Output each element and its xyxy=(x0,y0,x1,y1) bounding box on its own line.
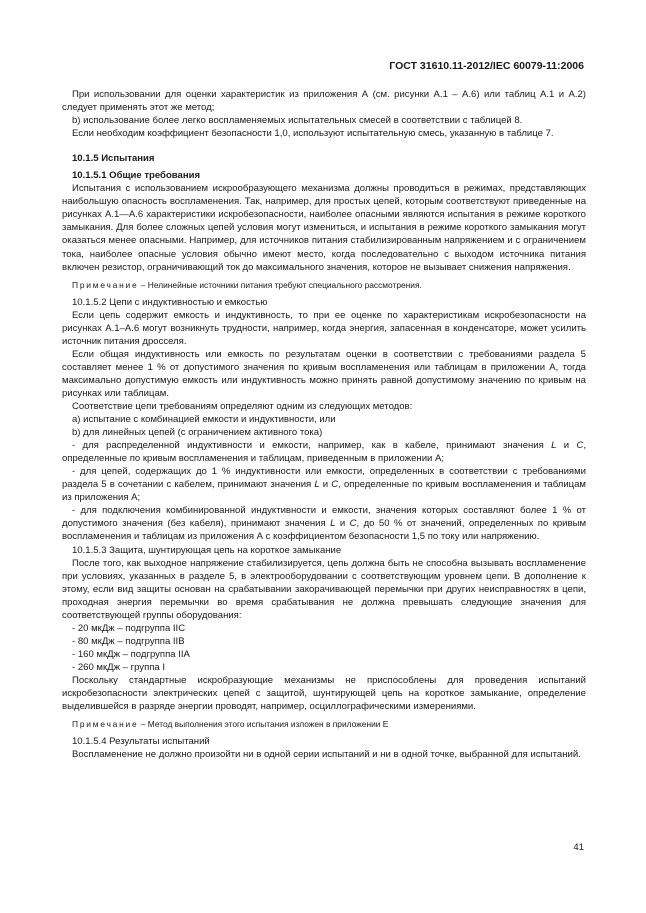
note-label: Примечание xyxy=(72,279,139,290)
paragraph: - для распределенной индуктивности и емкости, например, как в кабеле, принимают значения L и C, определенные по кривым воспламенения и таблицам, приведенным в приложении А; xyxy=(62,440,586,465)
list-item: а) испытание с комбинацией емкости и индуктивности, или xyxy=(72,414,336,426)
list-item: - 80 мкДж – подгруппа IIB xyxy=(72,635,185,647)
list-item: b) для линейных цепей (с ограничением активного тока) xyxy=(72,427,323,439)
list-item: - 260 мкДж – группа I xyxy=(72,661,166,673)
subsection-heading: 10.1.5.2 Цепи с индуктивностью и емкостью xyxy=(72,296,268,308)
note xyxy=(62,718,586,730)
paragraph: Воспламенение не должно произойти ни в одной серии испытаний и ни в одной точке, выбранной для испытаний. xyxy=(72,749,581,761)
document-body xyxy=(62,88,586,761)
note-text: – Нелинейные источники питания требуют специального рассмотрения. xyxy=(138,279,422,290)
paragraph: Испытания с использованием искрообразующего механизма должны проводиться в режимах, представляющих наибольшую опасность воспламенения. Так, например, для простых цепей, которым соответствуют приведенные на рисунках А.1—А.6 характеристики искробезопасности, наиболее опасными являются испытания в режиме короткого замыкания. Для более сложных цепей условия могут измениться, и испытания в режиме короткого замыкания могут оказаться менее опасными. Например, для источников питания стабилизированным напряжением и с ограничением тока, наиболее опасные условия обычно имеют место, когда последовательно с выходом источника питания включен резистор, ограничивающий ток до максимального значения, которое не вызывает снижения напряжения. xyxy=(62,183,586,273)
paragraph: - для цепей, содержащих до 1 % индуктивности или емкости, определенных в соответствии с требованиями раздела 5 в сочетании с кабелем, принимают значения L и C, определенные по кривым воспламенения и таблицам из приложения А; xyxy=(62,466,586,504)
subsection-heading: 10.1.5.1 Общие требования xyxy=(72,170,201,182)
paragraph: Если общая индуктивность или емкость по результатам оценки в соответствии с требованиями раздела 5 составляет менее 1 % от допустимого значения по кривым воспламенения или таблицам в приложении А, тогда максимально допустимую емкость или индуктивность можно принять равной допустимому значению по кривым на рисунках или таблицам. xyxy=(62,348,586,399)
note xyxy=(62,279,586,291)
note-text: – Метод выполнения этого испытания изложен в приложении Е xyxy=(138,719,389,730)
list-item: - 160 мкДж – подгруппа IIA xyxy=(72,648,190,660)
subsection-heading: 10.1.5.3 Защита, шунтирующая цепь на короткое замыкание xyxy=(72,544,342,556)
paragraph: Поскольку стандартные искробразующие механизмы не приспособлены для проведения испытаний искробезопасности электрических цепей с защитой, шунтирующей цепь на короткое замыкание, определение выделившейся в разряде энергии проводят, например, осциллографическими измерениями. xyxy=(62,674,586,713)
paragraph: b) использование более легко воспламеняемых испытательных смесей в соответствии с таблицей 8. xyxy=(72,115,523,127)
paragraph: После того, как выходное напряжение стабилизируется, цепь должна быть не способна вызывать воспламенение при условиях, указанных в разделе 5, в электрооборудовании с соответствующим уровнем цепи. В дополнение к этому, если вид защиты основан на срабатывании закорачивающей перемычки при других неисправностях в цепи, проходная энергия перемычки во время срабатывания не должна превышать следующие значения для соответствующей группы оборудования: xyxy=(62,557,586,621)
paragraph: Если цепь содержит емкость и индуктивность, то при ее оценке по характеристикам искробезопасности на рисунках А.1–А.6 могут возникнуть трудности, например, когда энергия, запасенная в конденсаторе, может усилить источник питания дросселя. xyxy=(62,309,586,347)
paragraph: При использовании для оценки характеристик из приложения А (см. рисунки А.1 – А.6) или таблиц А.1 и А.2) следует применять этот же метод; xyxy=(62,89,586,114)
paragraph: - для подключения комбинированной индуктивности и емкости, значения которых составляют более 1 % от допустимого значения (без кабеля), принимают значения L и C, до 50 % от значений, определенных по кривым воспламенения и таблицам из приложения А с коэффициентом безопасности 1,5 по току или напряжению. xyxy=(62,505,587,543)
paragraph: Если необходим коэффициент безопасности 1,0, используют испытательную смесь, указанную в таблице 7. xyxy=(72,128,554,140)
paragraph: Соответствие цепи требованиям определяют одним из следующих методов: xyxy=(72,400,413,412)
section-heading: 10.1.5 Испытания xyxy=(72,153,155,165)
list-item: - 20 мкДж – подгруппа IIC xyxy=(72,622,186,634)
subsection-heading: 10.1.5.4 Результаты испытаний xyxy=(72,736,210,748)
note-label: Примечание xyxy=(72,719,139,730)
document-header: ГОСТ 31610.11-2012/IEC 60079-11:2006 xyxy=(389,60,584,72)
page-number: 41 xyxy=(573,842,584,853)
